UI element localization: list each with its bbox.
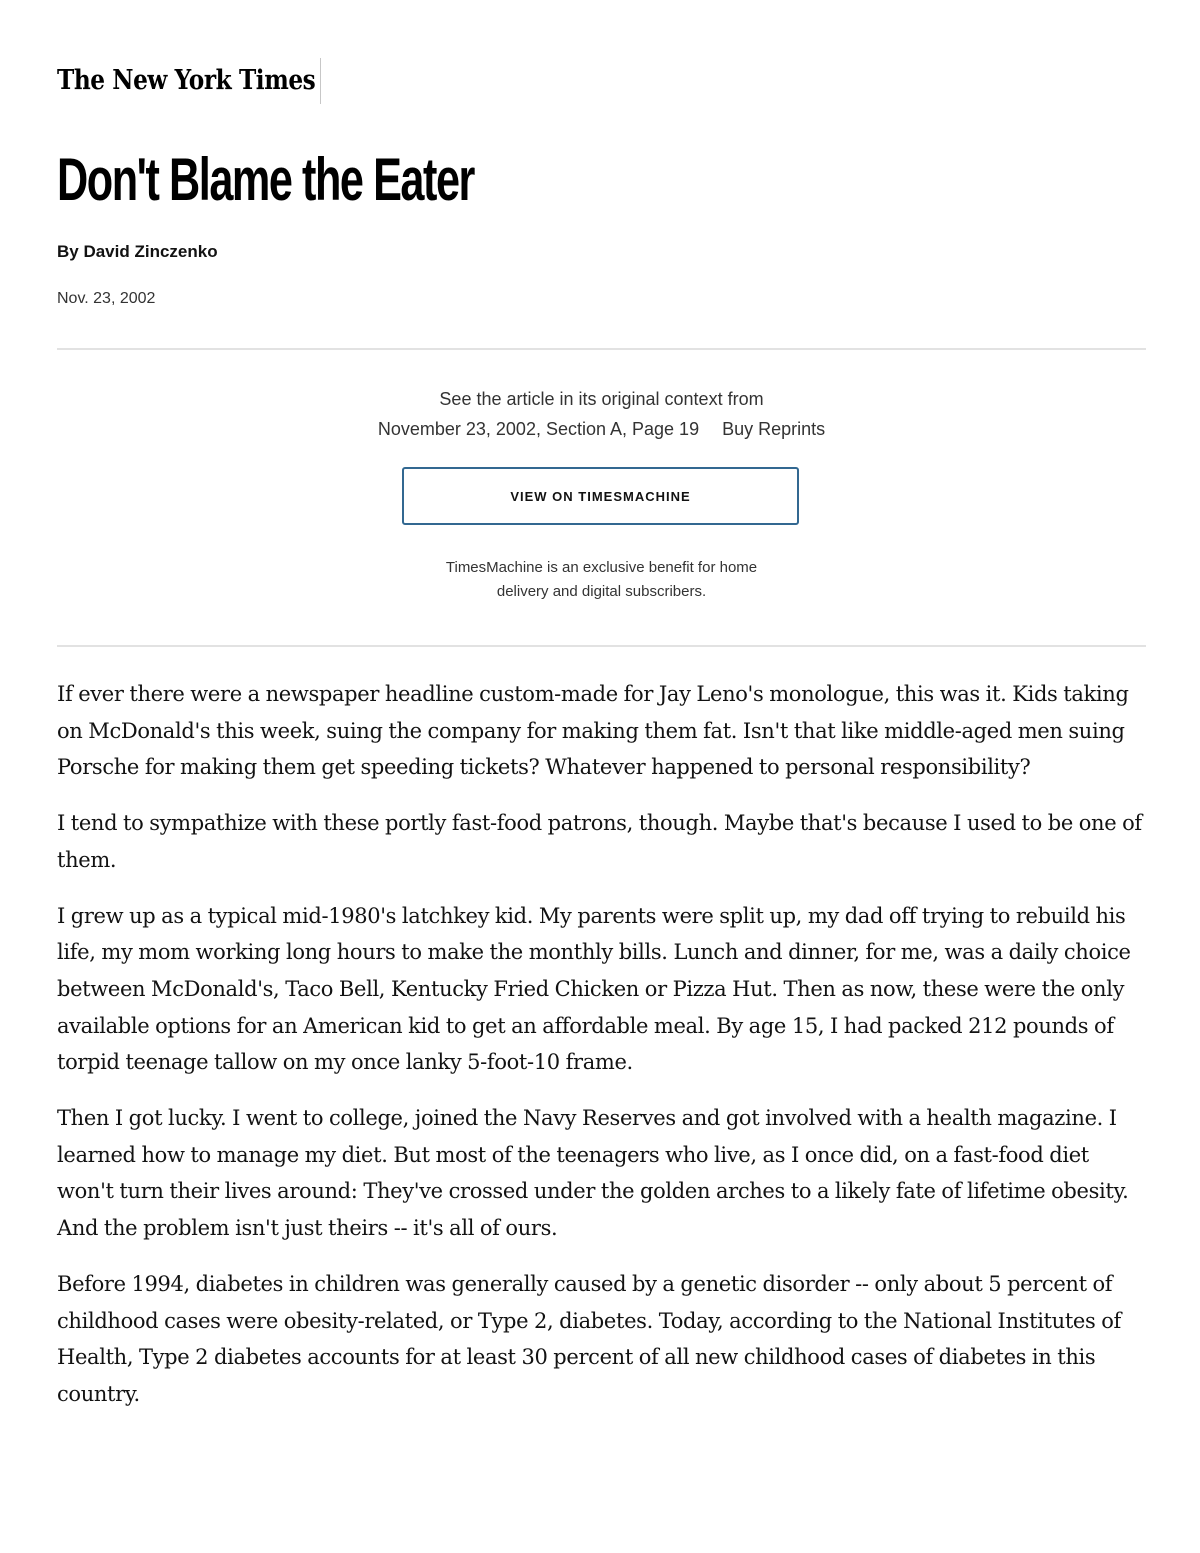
body-paragraph: I grew up as a typical mid-1980's latchkey kid. My parents were split up, my dad off trying to rebuild his life, my mom working long hours to make the monthly bills. Lunch and dinner, for me, was a daily choice between McDonald's, Taco Bell, Kentucky Fried Chicken or Pizza Hut. Then as now, these were the only available options for an American kid to get an affordable meal. By age 15, I had packed 212 pounds of torpid teenage tallow on my once lanky 5-foot-10 frame.: [57, 903, 1131, 1075]
original-context: [57, 384, 1146, 444]
timesmachine-note-line2: delivery and digital subscribers.: [496, 583, 707, 600]
article-byline: By David Zinczenko: [57, 242, 218, 261]
article-date: Nov. 23, 2002: [57, 290, 156, 307]
body-paragraph: Then I got lucky. I went to college, joined the Navy Reserves and got involved with a health magazine. I learned how to manage my diet. But most of the teenagers who live, as I once did, on a fast-food diet won't turn their lives around: They've crossed under the golden arches to a likely fate of lifetime obesity. And the problem isn't just theirs -- it's all of ours.: [57, 1106, 1129, 1241]
body-paragraph: If ever there were a newspaper headline custom-made for Jay Leno's monologue, this was it. Kids taking on McDonald's this week, suing the company for making them fat. Isn't that like middle-aged men suing Porsche for making them get speeding tickets? Whatever happened to personal responsibility?: [57, 682, 1129, 780]
context-intro: See the article in its original context from: [439, 389, 764, 409]
timesmachine-note: [57, 556, 1146, 604]
timesmachine-note-line1: TimesMachine is an exclusive benefit for home: [445, 559, 758, 576]
article-headline: Don't Blame the Eater: [57, 146, 474, 213]
buy-reprints-link[interactable]: Buy Reprints: [722, 419, 826, 439]
article-body: [57, 676, 1146, 1432]
view-on-timesmachine-button[interactable]: VIEW ON TIMESMACHINE: [402, 467, 799, 525]
body-paragraph: I tend to sympathize with these portly fast-food patrons, though. Maybe that's because I used to be one of them.: [57, 811, 1142, 872]
divider-top: [57, 348, 1146, 350]
masthead: [57, 58, 321, 104]
context-source-line: [57, 414, 1146, 444]
masthead-divider: [320, 58, 321, 104]
nyt-logo[interactable]: The New York Times: [57, 65, 316, 96]
context-source: November 23, 2002, Section A, Page 19: [377, 419, 700, 439]
body-paragraph: Before 1994, diabetes in children was generally caused by a genetic disorder -- only about 5 percent of childhood cases were obesity-related, or Type 2, diabetes. Today, according to the National Institutes of Health, Type 2 diabetes accounts for at least 30 percent of all new childhood cases of diabetes in this country.: [57, 1271, 1121, 1406]
divider-bottom: [57, 645, 1146, 647]
